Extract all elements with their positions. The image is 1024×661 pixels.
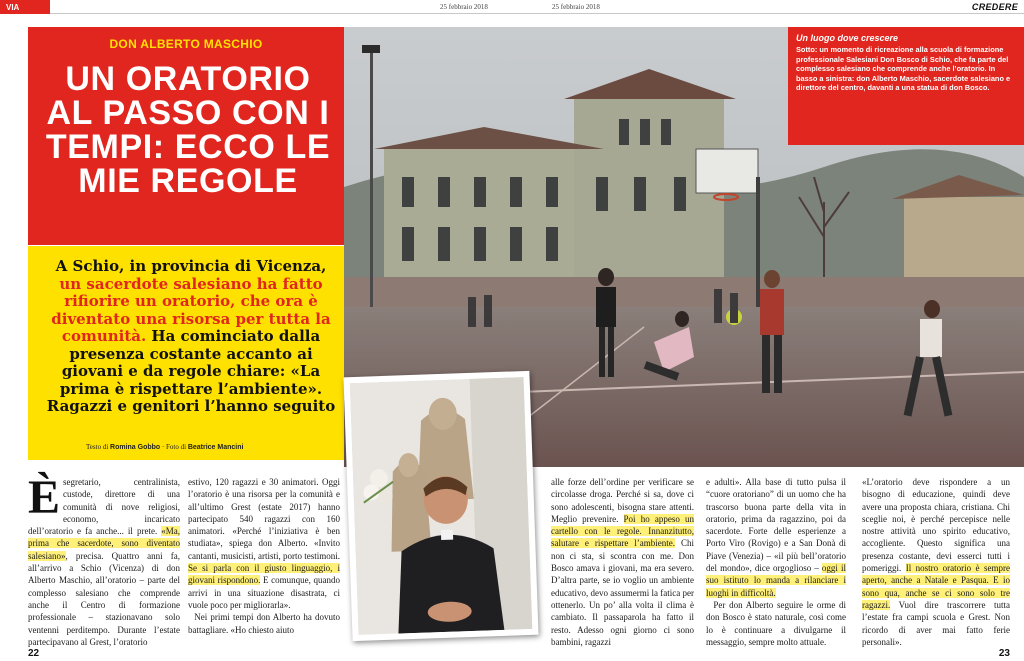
body-text: , precisa. Quattro anni fa, all’arrivo a Schio (Vicenza) di don Alberto Maschio, all’oratorio – parte del complesso salesiano che comprende anche il Centro di formazione professionale – stazionavano solo ventenni perditempo. Durante l’estate partecipavano al Grest, l’oratorio [28, 550, 180, 647]
section-label: VIA [0, 0, 50, 14]
drop-cap: È [28, 471, 61, 524]
byline-author: Romina Gobbo [110, 444, 161, 451]
body-text: segretario, centralinista, custode, direttore di una comunità di nove religiosi, economo, incaricato dell’oratorio e fa anche... il prete. [28, 477, 180, 537]
caption-title: Un luogo dove crescere [796, 33, 899, 43]
body-text: Chi non ci sta, si scontra con me. Don Bosco amava i giovani, ma era severo. D’altra parte, se io voglio un ambiente educativo, devo assumermi la fatica per ottenerlo. Un po’ alla volta il clima è cambiato. Il passaparola ha fatto il resto. Adesso ogni giorno ci sono bambini, ragazzi [551, 538, 694, 647]
body-column-2 [188, 476, 340, 636]
highlighted-quote: Poi ho appeso un cartello con le regole. Innanzitutto, salutare e rispettare l’ambiente. [551, 513, 695, 549]
standfirst-part-1: A Schio, in provincia di Vicenza, [55, 257, 327, 275]
title-block [28, 27, 344, 245]
body-text: Per don Alberto seguire le orme di don Bosco è stato naturale, così come lo è continuare a divulgarne il messaggio, sempre molto attuale. [706, 599, 846, 647]
byline-photographer: Beatrice Mancini [187, 444, 244, 451]
body-text: e adulti». Alla base di tutto pulsa il “cuore oratoriano” di un uomo che ha trascorso buona parte della vita in oratorio, prima da ragazzino, poi da sacerdote. Forte delle esperienze a Porto Viro (Rovigo) e a San Donà di Piave (Venezia) – «il più bell’oratorio del mondo», dice orgoglioso – [706, 477, 846, 574]
standfirst [46, 258, 336, 416]
body-column-1 [28, 471, 180, 648]
body-column-3 [551, 476, 694, 648]
body-text: estivo, 120 ragazzi e 30 animatori. Oggi l’oratorio è una risorsa per la comunità e all’ultimo Grest (estate 2017) hanno partecipato 540 ragazzi con 160 animatori. «Perché l’iniziativa è ben studiata», spiega don Alberto. «Invito cantanti, musicisti, artisti, porto testimoni. [188, 477, 340, 561]
inset-photo [343, 371, 538, 641]
byline-text-label: Testo di [86, 443, 111, 451]
page-number-right: 23 [998, 648, 1010, 659]
magazine-brand: CREDERE [971, 2, 1018, 12]
highlighted-quote: «Ma, prima che sacerdote, sono diventato salesiano» [28, 526, 180, 561]
byline [86, 443, 243, 451]
highlighted-quote: Se si parla con il giusto linguaggio, i giovani rispondono. [188, 563, 340, 586]
headline: UN ORATORIO AL PASSO CON I TEMPI: ECCO LE MIE REGOLE [45, 60, 331, 200]
priest-portrait-illustration [350, 377, 533, 635]
standfirst-block [28, 246, 344, 460]
caption-text: Sotto: un momento di ricreazione alla scuola di formazione professionale Salesiani Don Bosco di Schio, che fa parte del complesso salesiano che comprende anche l’oratorio. In basso a sinistra: don Alberto Maschio, sacerdote salesiano e direttore del centro, davanti a una statua di don Bosco. [796, 45, 1011, 93]
body-text: alle forze dell’ordine per verificare se circolasse droga. Perché si sa, dove ci sono adolescenti, bisogna stare attenti. Meglio prevenire. [551, 477, 694, 524]
body-text: E comunque, quando arrivi in una situazione disastrata, ci vuole poco per migliorarla». [188, 575, 340, 610]
byline-photo-label: · Foto di [160, 443, 188, 451]
body-column-4 [706, 476, 846, 648]
body-text: «L’oratorio deve rispondere a un bisogno di educazione, quindi deve avere una proposta chiara, cristiana. Chi sceglie noi, è perché percepisce nelle nostre attività uno spirito educativo, accogliente. Questo significa una presenza costante, devi esserci tutti i pomeriggi. [862, 477, 1010, 574]
highlighted-quote: oggi il suo istituto lo manda a rilanciare i luoghi in difficoltà. [706, 563, 846, 598]
body-text: Nei primi tempi don Alberto ha dovuto battagliare. «Ho chiesto aiuto [188, 612, 341, 635]
photo-caption [788, 27, 1024, 145]
page-header [0, 0, 1024, 14]
standfirst-part-3: Ha cominciato dalla presenza costante accanto ai giovani e da regole chiare: «La prima è rispettare l’ambiente». Ragazzi e genitori l’hanno seguito [46, 327, 336, 415]
body-text: Vuol dire trascorrere tutta l’estate fra campi scuola e Grest. Non ricordo di aver mai fatto ferie personali». [862, 599, 1010, 647]
kicker: DON ALBERTO MASCHIO [109, 37, 263, 51]
date-left: 25 febbraio 2018 [440, 3, 488, 11]
page-number-left: 22 [28, 648, 40, 659]
highlighted-quote: Il nostro oratorio è sempre aperto, anche a Natale e Pasqua. E io sono qua, anche se ci sono solo tre ragazzi. [862, 563, 1010, 610]
body-column-5 [862, 476, 1010, 648]
standfirst-part-red: un sacerdote salesiano ha fatto rifiorire un oratorio, che ora è diventato una risorsa per tutta la comunità. [51, 274, 331, 345]
date-right: 25 febbraio 2018 [552, 3, 600, 11]
